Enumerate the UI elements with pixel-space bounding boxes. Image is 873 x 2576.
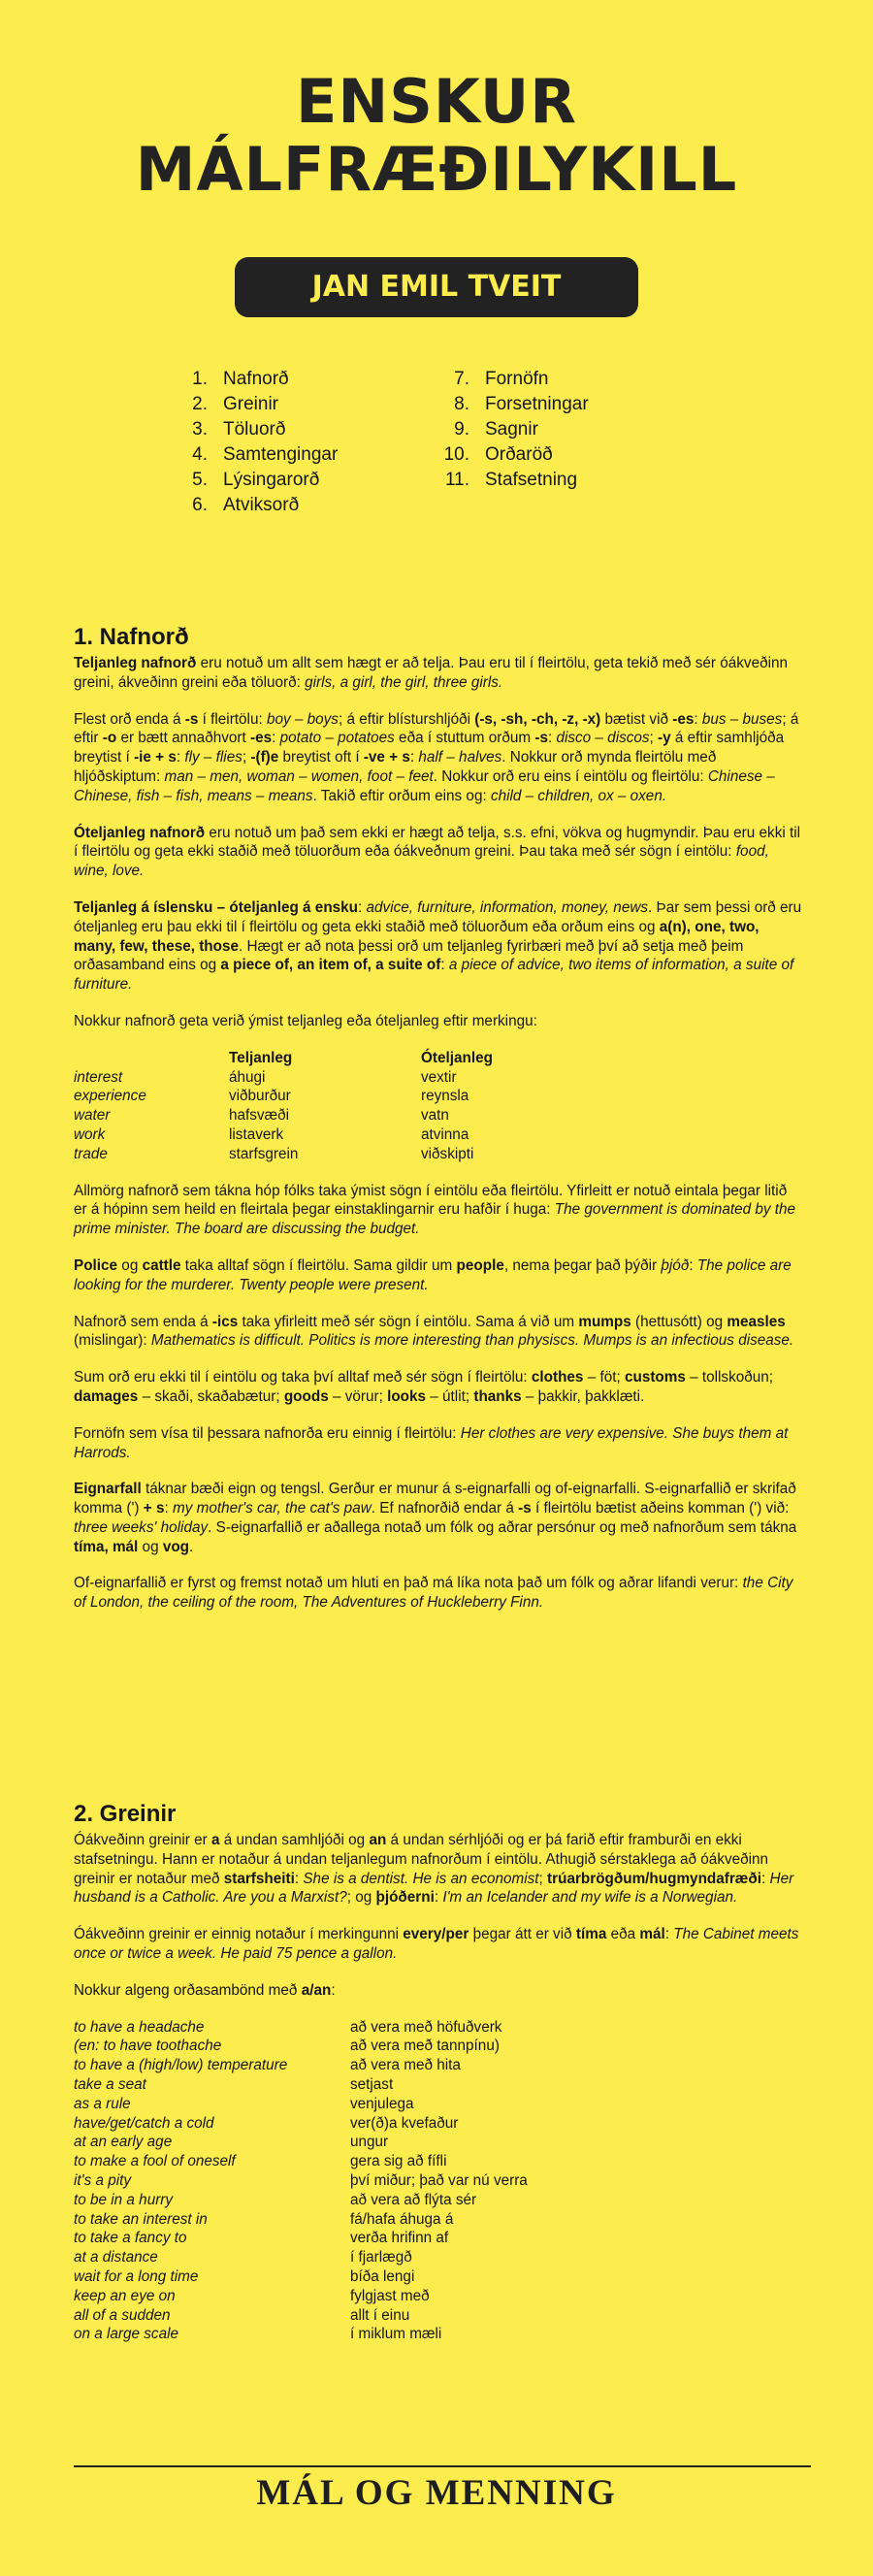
table-cell: work bbox=[74, 1125, 106, 1143]
paragraph: Fornöfn sem vísa til þessara nafnorða eru einnig í fleirtölu: Her clothes are very expensive. She buys them at Harrods. bbox=[74, 1424, 789, 1461]
table-row bbox=[74, 1145, 803, 1164]
table-cell: interest bbox=[74, 1068, 123, 1086]
paragraph: Óákveðinn greinir er a á undan samhljóði og an á undan sérhljóði og er þá farið eftir framburði en ekki stafsetningu. Hann er notaður á undan teljanlegum nafnorðum í eintölu. Athugið sérstaklega að óákveðinn greinir er notaður með starfsheiti: She is a dentist. He is an economist; trúarbrögðum/hugmyndafræði: Her husband is a Catholic. Are you a Marxist?; og þjóðerni: I'm an Icelander and my wife is a Norwegian. bbox=[74, 1832, 794, 1907]
phrase-english: all of a sudden bbox=[74, 2306, 171, 2324]
phrase-english: on a large scale bbox=[74, 2326, 178, 2343]
table-header-cell: Óteljanleg bbox=[421, 1049, 493, 1066]
title-line-2: MÁLFRÆÐILYKILL bbox=[135, 134, 738, 205]
toc-num: 10. bbox=[443, 444, 469, 465]
paragraph: Teljanleg nafnorð eru notuð um allt sem hægt er að telja. Þau eru til í fleirtölu, geta tekið með sér óákveðinn greini, ákveðinn greini eða töluorð: girls, a girl, the girl, three girls. bbox=[74, 655, 789, 691]
table-header-cell: Teljanleg bbox=[229, 1049, 293, 1066]
toc-label: Nafnorð bbox=[223, 369, 289, 389]
paragraph: Nafnorð sem enda á -ics taka yfirleitt með sér sögn í eintölu. Sama á við um mumps (hettusótt) og measles (mislingar): Mathematics is difficult. Politics is more interesting than physiscs. Mumps is an infectious disease. bbox=[74, 1313, 794, 1350]
phrase-english: have/get/catch a cold bbox=[74, 2114, 214, 2132]
phrase-english: to take a fancy to bbox=[74, 2230, 187, 2247]
phrase-table bbox=[74, 2018, 803, 2345]
phrase-english: at a distance bbox=[74, 2249, 158, 2266]
toc-num: 11. bbox=[444, 470, 469, 490]
table-row bbox=[74, 2075, 803, 2095]
section-nouns bbox=[74, 623, 803, 1630]
table-cell: hafsvæði bbox=[229, 1107, 290, 1125]
table-row bbox=[74, 2210, 803, 2230]
table-cell: viðburður bbox=[229, 1088, 291, 1105]
table-row bbox=[74, 2171, 803, 2191]
table-cell: vatn bbox=[421, 1107, 449, 1125]
table-row bbox=[74, 2191, 803, 2210]
book-title bbox=[0, 68, 873, 204]
section-heading: 1. Nafnorð bbox=[74, 624, 189, 650]
toc-label: Töluorð bbox=[223, 419, 286, 440]
table-row bbox=[74, 2114, 803, 2134]
paragraph: Óákveðinn greinir er einnig notaður í merkingunni every/per þegar átt er við tíma eða mál: The Cabinet meets once or twice a week. He paid 75 pence a gallon. bbox=[74, 1926, 799, 1962]
phrase-icelandic: venjulega bbox=[350, 2095, 414, 2112]
phrase-icelandic: verða hrifinn af bbox=[350, 2230, 449, 2247]
phrase-icelandic: allt í einu bbox=[350, 2306, 410, 2324]
table-of-contents-col-1 bbox=[165, 367, 338, 518]
phrase-icelandic: í fjarlægð bbox=[350, 2249, 412, 2266]
toc-num: 2. bbox=[192, 394, 208, 414]
phrase-icelandic: að vera að flýta sér bbox=[350, 2191, 477, 2208]
table-row bbox=[74, 2037, 803, 2056]
table-cell: viðskipti bbox=[421, 1145, 474, 1162]
phrase-english: to have a headache bbox=[74, 2018, 205, 2036]
toc-item bbox=[165, 493, 338, 518]
toc-item bbox=[165, 468, 338, 493]
table-cell: experience bbox=[74, 1088, 146, 1105]
phrase-english: at an early age bbox=[74, 2134, 173, 2151]
phrase-icelandic: ungur bbox=[350, 2134, 389, 2151]
table-row bbox=[74, 1106, 803, 1125]
toc-num: 5. bbox=[192, 470, 208, 490]
phrase-english: wait for a long time bbox=[74, 2267, 199, 2285]
phrase-icelandic: því miður; það var nú verra bbox=[350, 2171, 528, 2189]
toc-label: Forsetningar bbox=[485, 394, 589, 414]
toc-item bbox=[427, 367, 589, 392]
toc-label: Fornöfn bbox=[485, 369, 549, 389]
toc-label: Samtengingar bbox=[223, 444, 339, 465]
phrase-icelandic: fá/hafa áhuga á bbox=[350, 2210, 454, 2228]
paragraph: Sum orð eru ekki til í eintölu og taka því alltaf með sér sögn í fleirtölu: clothes – föt; customs – tollskoðun; damages – skaði, skaðabætur; goods – vörur; looks – útlit; thanks – þakkir, þakklæti. bbox=[74, 1369, 774, 1405]
table-row bbox=[74, 1068, 803, 1088]
toc-item bbox=[427, 442, 589, 468]
paragraph: Police og cattle taka alltaf sögn í fleirtölu. Sama gildir um people, nema þegar það þýðir þjóð: The police are looking for the murderer. Twenty people were present. bbox=[74, 1256, 792, 1293]
table-cell: áhugi bbox=[229, 1068, 266, 1086]
countability-table bbox=[74, 1049, 803, 1164]
paragraph: Allmörg nafnorð sem tákna hóp fólks taka ýmist sögn í eintölu eða fleirtölu. Yfirleitt er notuð eintala þegar litið er á hópinn sem heild en fleirtala þegar einstaklingarnir eru hafðir í huga: The government is dominated by the prime minister. The board are discussing the budget. bbox=[74, 1182, 796, 1238]
table-row bbox=[74, 2306, 803, 2326]
table-row bbox=[74, 2248, 803, 2267]
paragraph: Teljanleg á íslensku – óteljanleg á ensku: advice, furniture, information, money, news. Þar sem þessi orð eru óteljanleg eru þau ekki til í fleirtölu og geta ekki staðið með töluorðum eða orðum eins og a(n), one, two, many, few, these, those. Hægt er að nota þessi orð um teljanleg fyrirbæri með því að setja með þeim orðasamband eins og a piece of, an item of, a suite of: a piece of advice, two items of information, a suite of furniture. bbox=[74, 898, 802, 994]
paragraph: Óteljanleg nafnorð eru notuð um það sem ekki er hægt að telja, s.s. efni, vökva og hugmyndir. Þau eru ekki til í fleirtölu og geta ekki staðið með töluorðum eða óákveðnum greini. Þau taka með sér sögn í eintölu: food, wine, love. bbox=[74, 824, 801, 880]
footer-divider bbox=[74, 2465, 811, 2467]
table-row bbox=[74, 1087, 803, 1106]
table-row bbox=[74, 2229, 803, 2248]
toc-label: Stafsetning bbox=[485, 470, 578, 490]
section-articles bbox=[74, 1800, 803, 2344]
toc-label: Greinir bbox=[223, 394, 279, 414]
table-cell: vextir bbox=[421, 1068, 457, 1086]
toc-label: Lýsingarorð bbox=[223, 470, 320, 490]
phrase-icelandic: gera sig að fífli bbox=[350, 2153, 447, 2170]
table-of-contents-col-2 bbox=[427, 367, 589, 493]
toc-label: Atviksorð bbox=[223, 495, 300, 515]
table-cell: reynsla bbox=[421, 1088, 469, 1105]
phrase-icelandic: að vera með höfuðverk bbox=[350, 2018, 502, 2036]
toc-label: Sagnir bbox=[485, 419, 538, 440]
toc-item bbox=[165, 442, 338, 468]
phrase-icelandic: í miklum mæli bbox=[350, 2326, 442, 2343]
phrase-english: to take an interest in bbox=[74, 2210, 208, 2228]
phrase-english: to have a (high/low) temperature bbox=[74, 2057, 288, 2074]
title-line-1: ENSKUR bbox=[296, 66, 577, 137]
toc-item bbox=[427, 392, 589, 417]
paragraph: Nokkur nafnorð geta verið ýmist teljanleg eða óteljanleg eftir merkingu: bbox=[74, 1012, 537, 1029]
phrase-english: take a seat bbox=[74, 2075, 146, 2093]
table-row bbox=[74, 2133, 803, 2152]
toc-num: 1. bbox=[192, 369, 208, 389]
table-cell: atvinna bbox=[421, 1125, 469, 1143]
author-badge: JAN EMIL TVEIT bbox=[235, 257, 638, 317]
phrase-english: keep an eye on bbox=[74, 2287, 176, 2304]
toc-num: 9. bbox=[454, 419, 469, 440]
toc-item bbox=[165, 392, 338, 417]
table-row bbox=[74, 2152, 803, 2171]
phrase-icelandic: fylgjast með bbox=[350, 2287, 430, 2304]
table-row bbox=[74, 2267, 803, 2287]
table-header-cell bbox=[74, 1049, 229, 1068]
publisher-name: MÁL OG MENNING bbox=[256, 2473, 617, 2513]
section-heading: 2. Greinir bbox=[74, 1801, 177, 1827]
paragraph: Nokkur algeng orðasambönd með a/an: bbox=[74, 1981, 336, 1999]
phrase-english: to be in a hurry bbox=[74, 2191, 174, 2208]
toc-item bbox=[165, 417, 338, 442]
phrase-icelandic: að vera með hita bbox=[350, 2057, 461, 2074]
paragraph: Of-eignarfallið er fyrst og fremst notað um hluti en það má líka nota það um fólk og aðrar lifandi verur: the City of London, the ceiling of the room, The Adventures of Huckleberry Finn. bbox=[74, 1575, 793, 1612]
table-cell: water bbox=[74, 1107, 111, 1125]
toc-num: 7. bbox=[454, 369, 469, 389]
toc-item bbox=[427, 417, 589, 442]
toc-num: 4. bbox=[192, 444, 208, 465]
phrase-english: as a rule bbox=[74, 2095, 131, 2112]
phrase-icelandic: að vera með tannpínu) bbox=[350, 2038, 500, 2055]
table-cell: starfsgrein bbox=[229, 1145, 299, 1162]
phrase-english: to make a fool of oneself bbox=[74, 2153, 236, 2170]
toc-label: Orðaröð bbox=[485, 444, 553, 465]
table-cell: trade bbox=[74, 1145, 108, 1162]
toc-item bbox=[165, 367, 338, 392]
phrase-icelandic: setjast bbox=[350, 2075, 394, 2093]
phrase-icelandic: ver(ð)a kvefaður bbox=[350, 2114, 459, 2132]
table-row bbox=[74, 2325, 803, 2344]
phrase-english: (en: to have toothache bbox=[74, 2038, 222, 2055]
table-row bbox=[74, 2018, 803, 2038]
phrase-icelandic: bíða lengi bbox=[350, 2267, 415, 2285]
table-cell: listaverk bbox=[229, 1125, 284, 1143]
toc-num: 3. bbox=[192, 419, 208, 440]
table-row bbox=[74, 2095, 803, 2114]
toc-num: 8. bbox=[454, 394, 469, 414]
paragraph: Eignarfall táknar bæði eign og tengsl. Gerður er munur á s-eignarfalli og of-eignarfalli. S-eignarfallið er skrifað komma (') + s: my mother's car, the cat's paw. Ef nafnorðið endar á -s í fleirtölu bætist aðeins komman (') við: three weeks' holiday. S-eignarfallið er aðallega notað um fólk og aðrar persónur og með nafnorðum sem tákna tíma, mál og vog. bbox=[74, 1481, 797, 1555]
paragraph: Flest orð enda á -s í fleirtölu: boy – boys; á eftir blísturshljóði (-s, -sh, -ch, -z, -x) bætist við -es: bus – buses; á eftir -o er bætt annaðhvort -es: potato – potatoes eða í stuttum orðum -s: disco – discos; -y á eftir samhljóða breytist í -ie + s: fly – flies; -(f)e breytist oft í -ve + s: half – halves. Nokkur orð mynda fleirtölu með hljóðskiptum: man – men, woman – women, foot – feet. Nokkur orð eru eins í eintölu og fleirtölu: Chinese – Chinese, fish – fish, means – means. Takið eftir orðum eins og: child – children, ox – oxen. bbox=[74, 710, 799, 804]
phrase-english: it's a pity bbox=[74, 2171, 132, 2189]
table-row bbox=[74, 2056, 803, 2075]
table-header-row bbox=[74, 1049, 803, 1068]
table-row bbox=[74, 1125, 803, 1145]
toc-num: 6. bbox=[192, 495, 208, 515]
table-row bbox=[74, 2287, 803, 2306]
toc-item bbox=[427, 468, 589, 493]
